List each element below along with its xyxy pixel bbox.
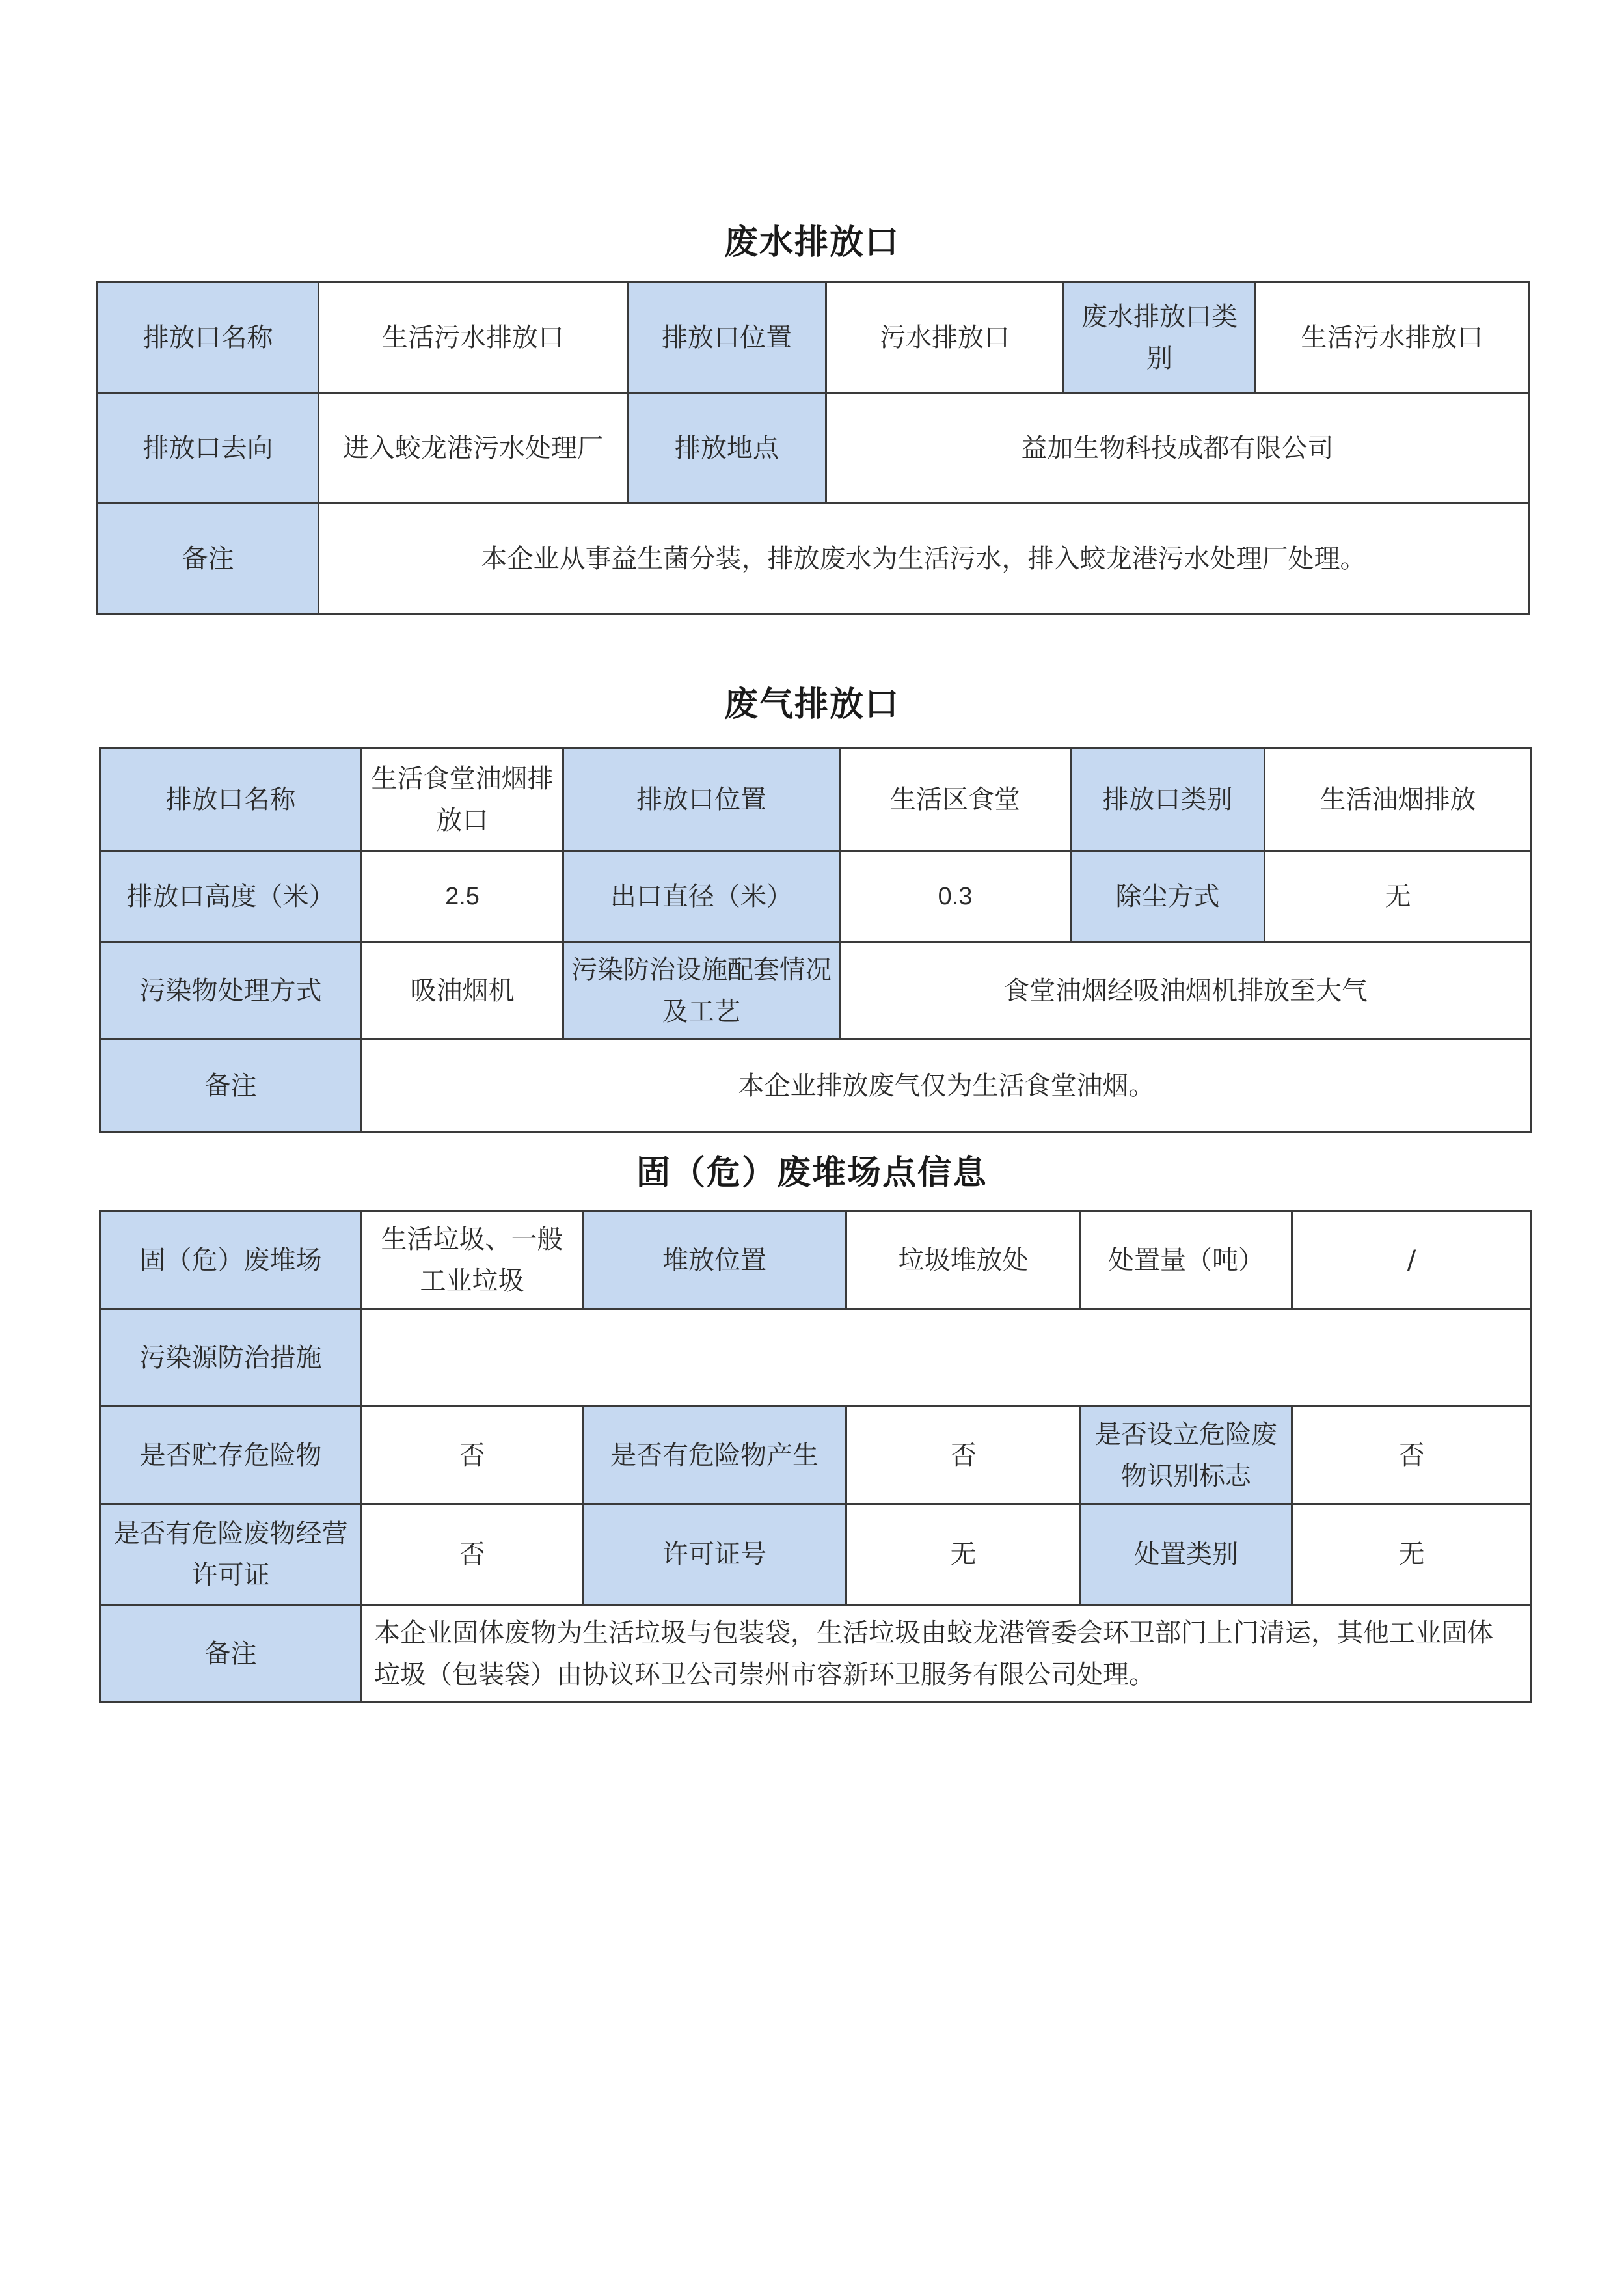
- exhaust-dust-label: 除尘方式: [1071, 851, 1265, 942]
- exhaust-name-label: 排放口名称: [100, 748, 362, 851]
- solid-amount-value: /: [1292, 1211, 1532, 1309]
- solid-position-label: 堆放位置: [583, 1211, 846, 1309]
- wastewater-category-value: 生活污水排放口: [1256, 282, 1529, 393]
- exhaust-diameter-value: 0.3: [840, 851, 1071, 942]
- solid-table: [99, 1210, 1532, 1703]
- exhaust-position-label: 排放口位置: [563, 748, 840, 851]
- solid-title: 固（危）废堆场点信息: [636, 1154, 988, 1193]
- wastewater-remark-label: 备注: [98, 504, 319, 614]
- solid-yard-value: 生活垃圾、一般工业垃圾: [362, 1211, 583, 1309]
- wastewater-direction-value: 进入蛟龙港污水处理厂: [319, 393, 628, 504]
- exhaust-category-value: 生活油烟排放: [1265, 748, 1532, 851]
- exhaust-remark-label: 备注: [100, 1040, 362, 1132]
- exhaust-height-value: 2.5: [362, 851, 563, 942]
- solid-measures-label: 污染源防治措施: [100, 1309, 362, 1407]
- solid-disposal-label: 处置类别: [1081, 1504, 1292, 1605]
- solid-sign-label: 是否设立危险废物识别标志: [1081, 1407, 1292, 1504]
- exhaust-facility-value: 食堂油烟经吸油烟机排放至大气: [840, 942, 1532, 1040]
- wastewater-position-label: 排放口位置: [628, 282, 826, 393]
- exhaust-position-value: 生活区食堂: [840, 748, 1071, 851]
- solid-store-label: 是否贮存危险物: [100, 1407, 362, 1504]
- exhaust-name-value: 生活食堂油烟排放口: [362, 748, 563, 851]
- solid-disposal-value: 无: [1292, 1504, 1532, 1605]
- exhaust-treatment-label: 污染物处理方式: [100, 942, 362, 1040]
- solid-sign-value: 否: [1292, 1407, 1532, 1504]
- solid-license-no-value: 无: [846, 1504, 1081, 1605]
- solid-yard-label: 固（危）废堆场: [100, 1211, 362, 1309]
- wastewater-direction-label: 排放口去向: [98, 393, 319, 504]
- wastewater-position-value: 污水排放口: [826, 282, 1064, 393]
- solid-license-op-value: 否: [362, 1504, 583, 1605]
- solid-license-no-label: 许可证号: [583, 1504, 846, 1605]
- wastewater-category-label: 废水排放口类别: [1064, 282, 1256, 393]
- wastewater-title: 废水排放口: [724, 223, 900, 262]
- wastewater-location-label: 排放地点: [628, 393, 826, 504]
- exhaust-facility-label: 污染防治设施配套情况及工艺: [563, 942, 840, 1040]
- exhaust-diameter-label: 出口直径（米）: [563, 851, 840, 942]
- exhaust-remark-value: 本企业排放废气仅为生活食堂油烟。: [362, 1040, 1532, 1132]
- wastewater-name-label: 排放口名称: [98, 282, 319, 393]
- solid-position-value: 垃圾堆放处: [846, 1211, 1081, 1309]
- solid-produce-label: 是否有危险物产生: [583, 1407, 846, 1504]
- exhaust-title: 废气排放口: [724, 685, 900, 724]
- solid-measures-value: [362, 1309, 1532, 1407]
- wastewater-name-value: 生活污水排放口: [319, 282, 628, 393]
- wastewater-remark-value: 本企业从事益生菌分装，排放废水为生活污水，排入蛟龙港污水处理厂处理。: [319, 504, 1529, 614]
- solid-remark-label: 备注: [100, 1605, 362, 1703]
- exhaust-table: [99, 747, 1532, 1133]
- exhaust-height-label: 排放口高度（米）: [100, 851, 362, 942]
- solid-remark-value: 本企业固体废物为生活垃圾与包装袋，生活垃圾由蛟龙港管委会环卫部门上门清运，其他工业固体垃圾（包装袋）由协议环卫公司崇州市容新环卫服务有限公司处理。: [362, 1605, 1532, 1703]
- wastewater-location-value: 益加生物科技成都有限公司: [826, 393, 1529, 504]
- exhaust-category-label: 排放口类别: [1071, 748, 1265, 851]
- wastewater-table: [96, 281, 1530, 615]
- solid-store-value: 否: [362, 1407, 583, 1504]
- solid-license-op-label: 是否有危险废物经营许可证: [100, 1504, 362, 1605]
- exhaust-treatment-value: 吸油烟机: [362, 942, 563, 1040]
- exhaust-dust-value: 无: [1265, 851, 1532, 942]
- solid-produce-value: 否: [846, 1407, 1081, 1504]
- solid-amount-label: 处置量（吨）: [1081, 1211, 1292, 1309]
